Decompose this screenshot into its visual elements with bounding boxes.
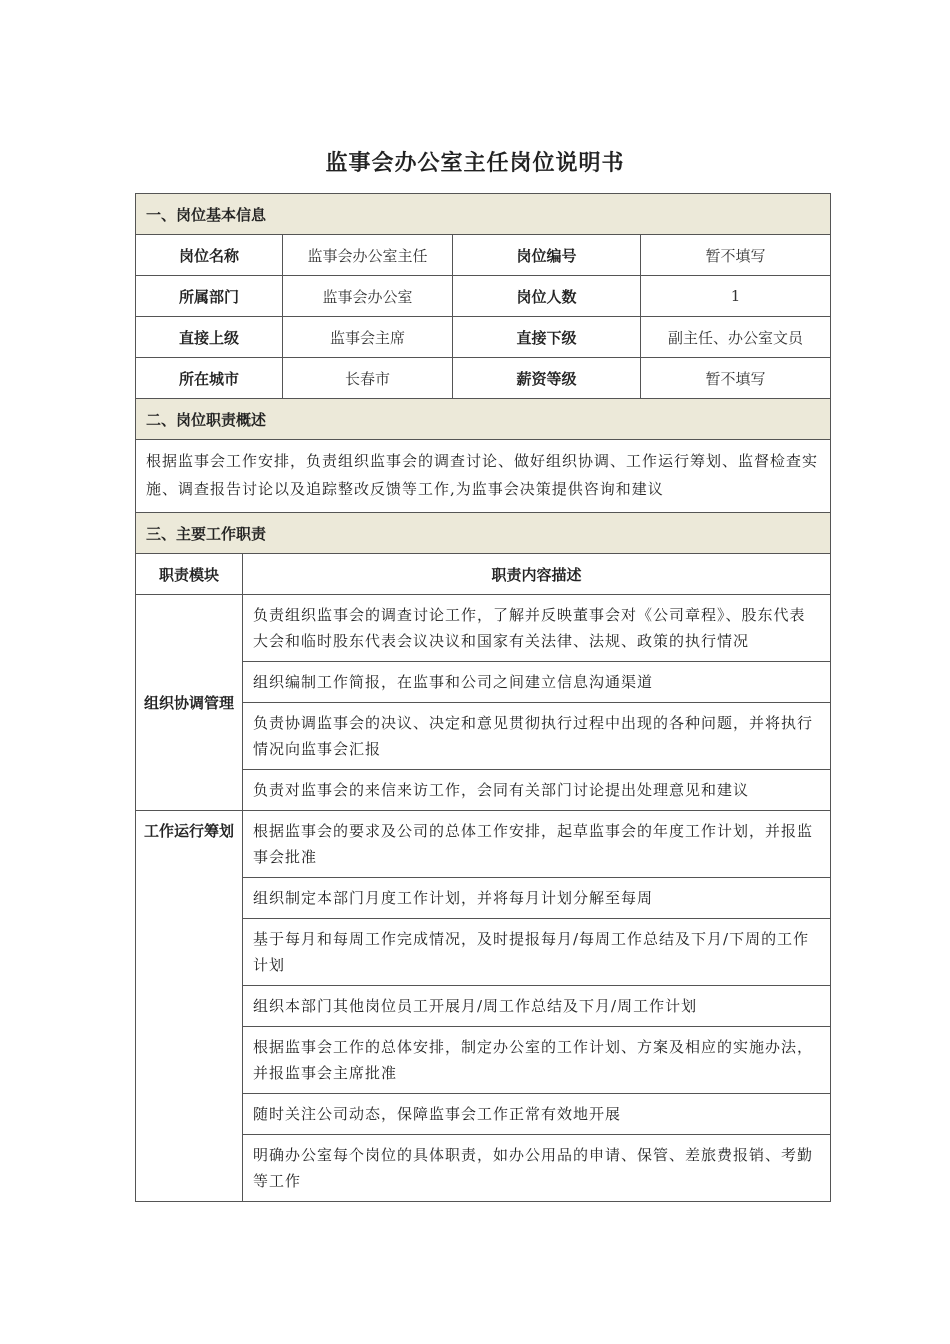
field-value: 监事会办公室主任 [283, 235, 453, 276]
duty-description: 根据监事会的要求及公司的总体工作安排，起草监事会的年度工作计划，并报监事会批准 [243, 811, 831, 878]
field-value: 副主任、办公室文员 [641, 317, 831, 358]
duty-description: 明确办公室每个岗位的具体职责，如办公用品的申请、保管、差旅费报销、考勤等工作 [243, 1135, 831, 1202]
column-header-description: 职责内容描述 [243, 554, 831, 595]
section-heading: 三、主要工作职责 [136, 513, 831, 554]
section-duties-header [136, 513, 831, 554]
field-label: 所属部门 [136, 276, 283, 317]
info-row [136, 317, 831, 358]
field-label: 所在城市 [136, 358, 283, 399]
field-label: 岗位名称 [136, 235, 283, 276]
duty-description: 负责组织监事会的调查讨论工作，了解并反映董事会对《公司章程》、股东代表大会和临时股东代表会议决议和国家有关法律、法规、政策的执行情况 [243, 595, 831, 662]
field-value: 长春市 [283, 358, 453, 399]
module-name: 工作运行筹划 [136, 811, 243, 1202]
module-name: 组织协调管理 [136, 595, 243, 811]
field-value: 监事会主席 [283, 317, 453, 358]
duty-description: 基于每月和每周工作完成情况，及时提报每月/每周工作总结及下月/下周的工作计划 [243, 919, 831, 986]
info-row [136, 235, 831, 276]
section-basic-info-header [136, 194, 831, 235]
page-title: 监事会办公室主任岗位说明书 [325, 151, 625, 176]
info-row [136, 276, 831, 317]
duty-description: 根据监事会工作的总体安排，制定办公室的工作计划、方案及相应的实施办法，并报监事会主席批准 [243, 1027, 831, 1094]
duty-row [136, 811, 831, 878]
responsibility-summary: 根据监事会工作安排，负责组织监事会的调查讨论、做好组织协调、工作运行筹划、监督检查实施、调查报告讨论以及追踪整改反馈等工作,为监事会决策提供咨询和建议 [136, 440, 831, 513]
duty-description: 负责对监事会的来信来访工作，会同有关部门讨论提出处理意见和建议 [243, 770, 831, 811]
field-label: 直接上级 [136, 317, 283, 358]
duty-row [136, 595, 831, 662]
field-label: 薪资等级 [453, 358, 641, 399]
field-value: 1 [641, 276, 831, 317]
section-heading: 二、岗位职责概述 [136, 399, 831, 440]
duties-column-header [136, 554, 831, 595]
section-summary-header [136, 399, 831, 440]
duty-description: 随时关注公司动态，保障监事会工作正常有效地开展 [243, 1094, 831, 1135]
duty-description: 组织本部门其他岗位员工开展月/周工作总结及下月/周工作计划 [243, 986, 831, 1027]
field-label: 直接下级 [453, 317, 641, 358]
field-label: 岗位编号 [453, 235, 641, 276]
section-heading: 一、岗位基本信息 [136, 194, 831, 235]
info-row [136, 358, 831, 399]
job-description-table [135, 193, 831, 1202]
duty-description: 组织制定本部门月度工作计划，并将每月计划分解至每周 [243, 878, 831, 919]
field-label: 岗位人数 [453, 276, 641, 317]
duty-description: 负责协调监事会的决议、决定和意见贯彻执行过程中出现的各种问题，并将执行情况向监事会汇报 [243, 703, 831, 770]
field-value: 监事会办公室 [283, 276, 453, 317]
summary-row [136, 440, 831, 513]
field-value: 暂不填写 [641, 235, 831, 276]
duty-description: 组织编制工作简报，在监事和公司之间建立信息沟通渠道 [243, 662, 831, 703]
column-header-module: 职责模块 [136, 554, 243, 595]
field-value: 暂不填写 [641, 358, 831, 399]
